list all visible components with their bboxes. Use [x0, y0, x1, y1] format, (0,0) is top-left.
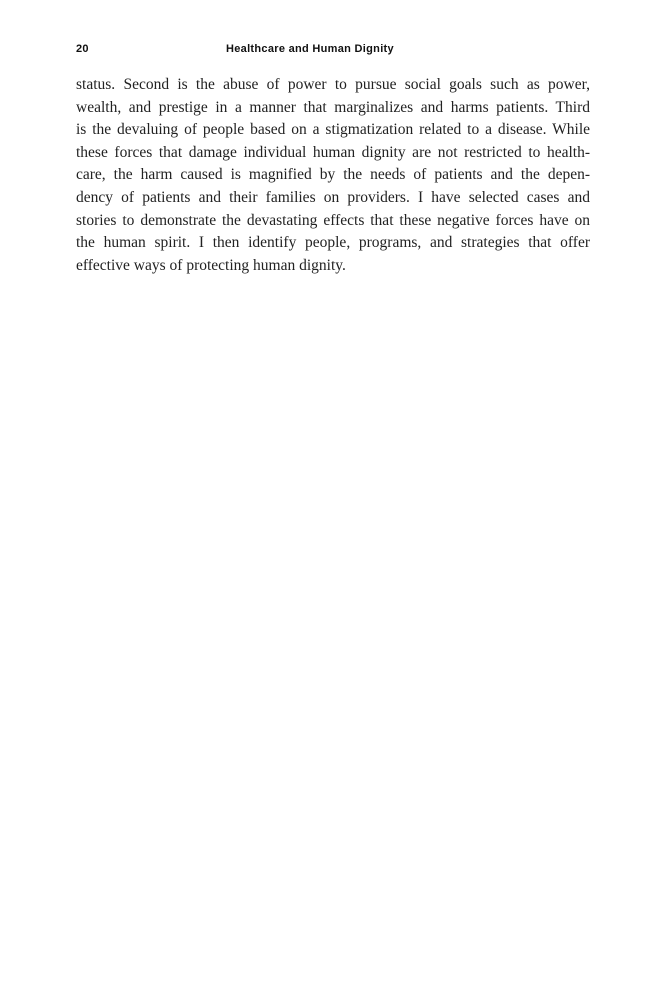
running-title: Healthcare and Human Dignity [226, 43, 394, 55]
text-line: effective ways of protecting human dignity. [76, 256, 346, 274]
text-line: care, the harm caused is magnified by the needs of patients and the depen- [76, 166, 590, 184]
text-line: status. Second is the abuse of power to pursue social goals such as power, [76, 76, 590, 93]
text-line: is the devaluing of people based on a stigmatization related to a disease. While [76, 121, 590, 139]
text-line: wealth, and prestige in a manner that marginalizes and harms patients. Third [76, 98, 590, 116]
text-line: stories to demonstrate the devastating effects that these negative forces have on [76, 211, 590, 229]
text-line: these forces that damage individual human dignity are not restricted to health- [76, 143, 590, 161]
text-line: the human spirit. I then identify people, programs, and strategies that offer [76, 234, 590, 252]
running-head [76, 43, 590, 59]
text-line: dency of patients and their families on providers. I have selected cases and [76, 188, 590, 206]
body-paragraph [76, 74, 590, 277]
page-number: 20 [76, 43, 89, 55]
